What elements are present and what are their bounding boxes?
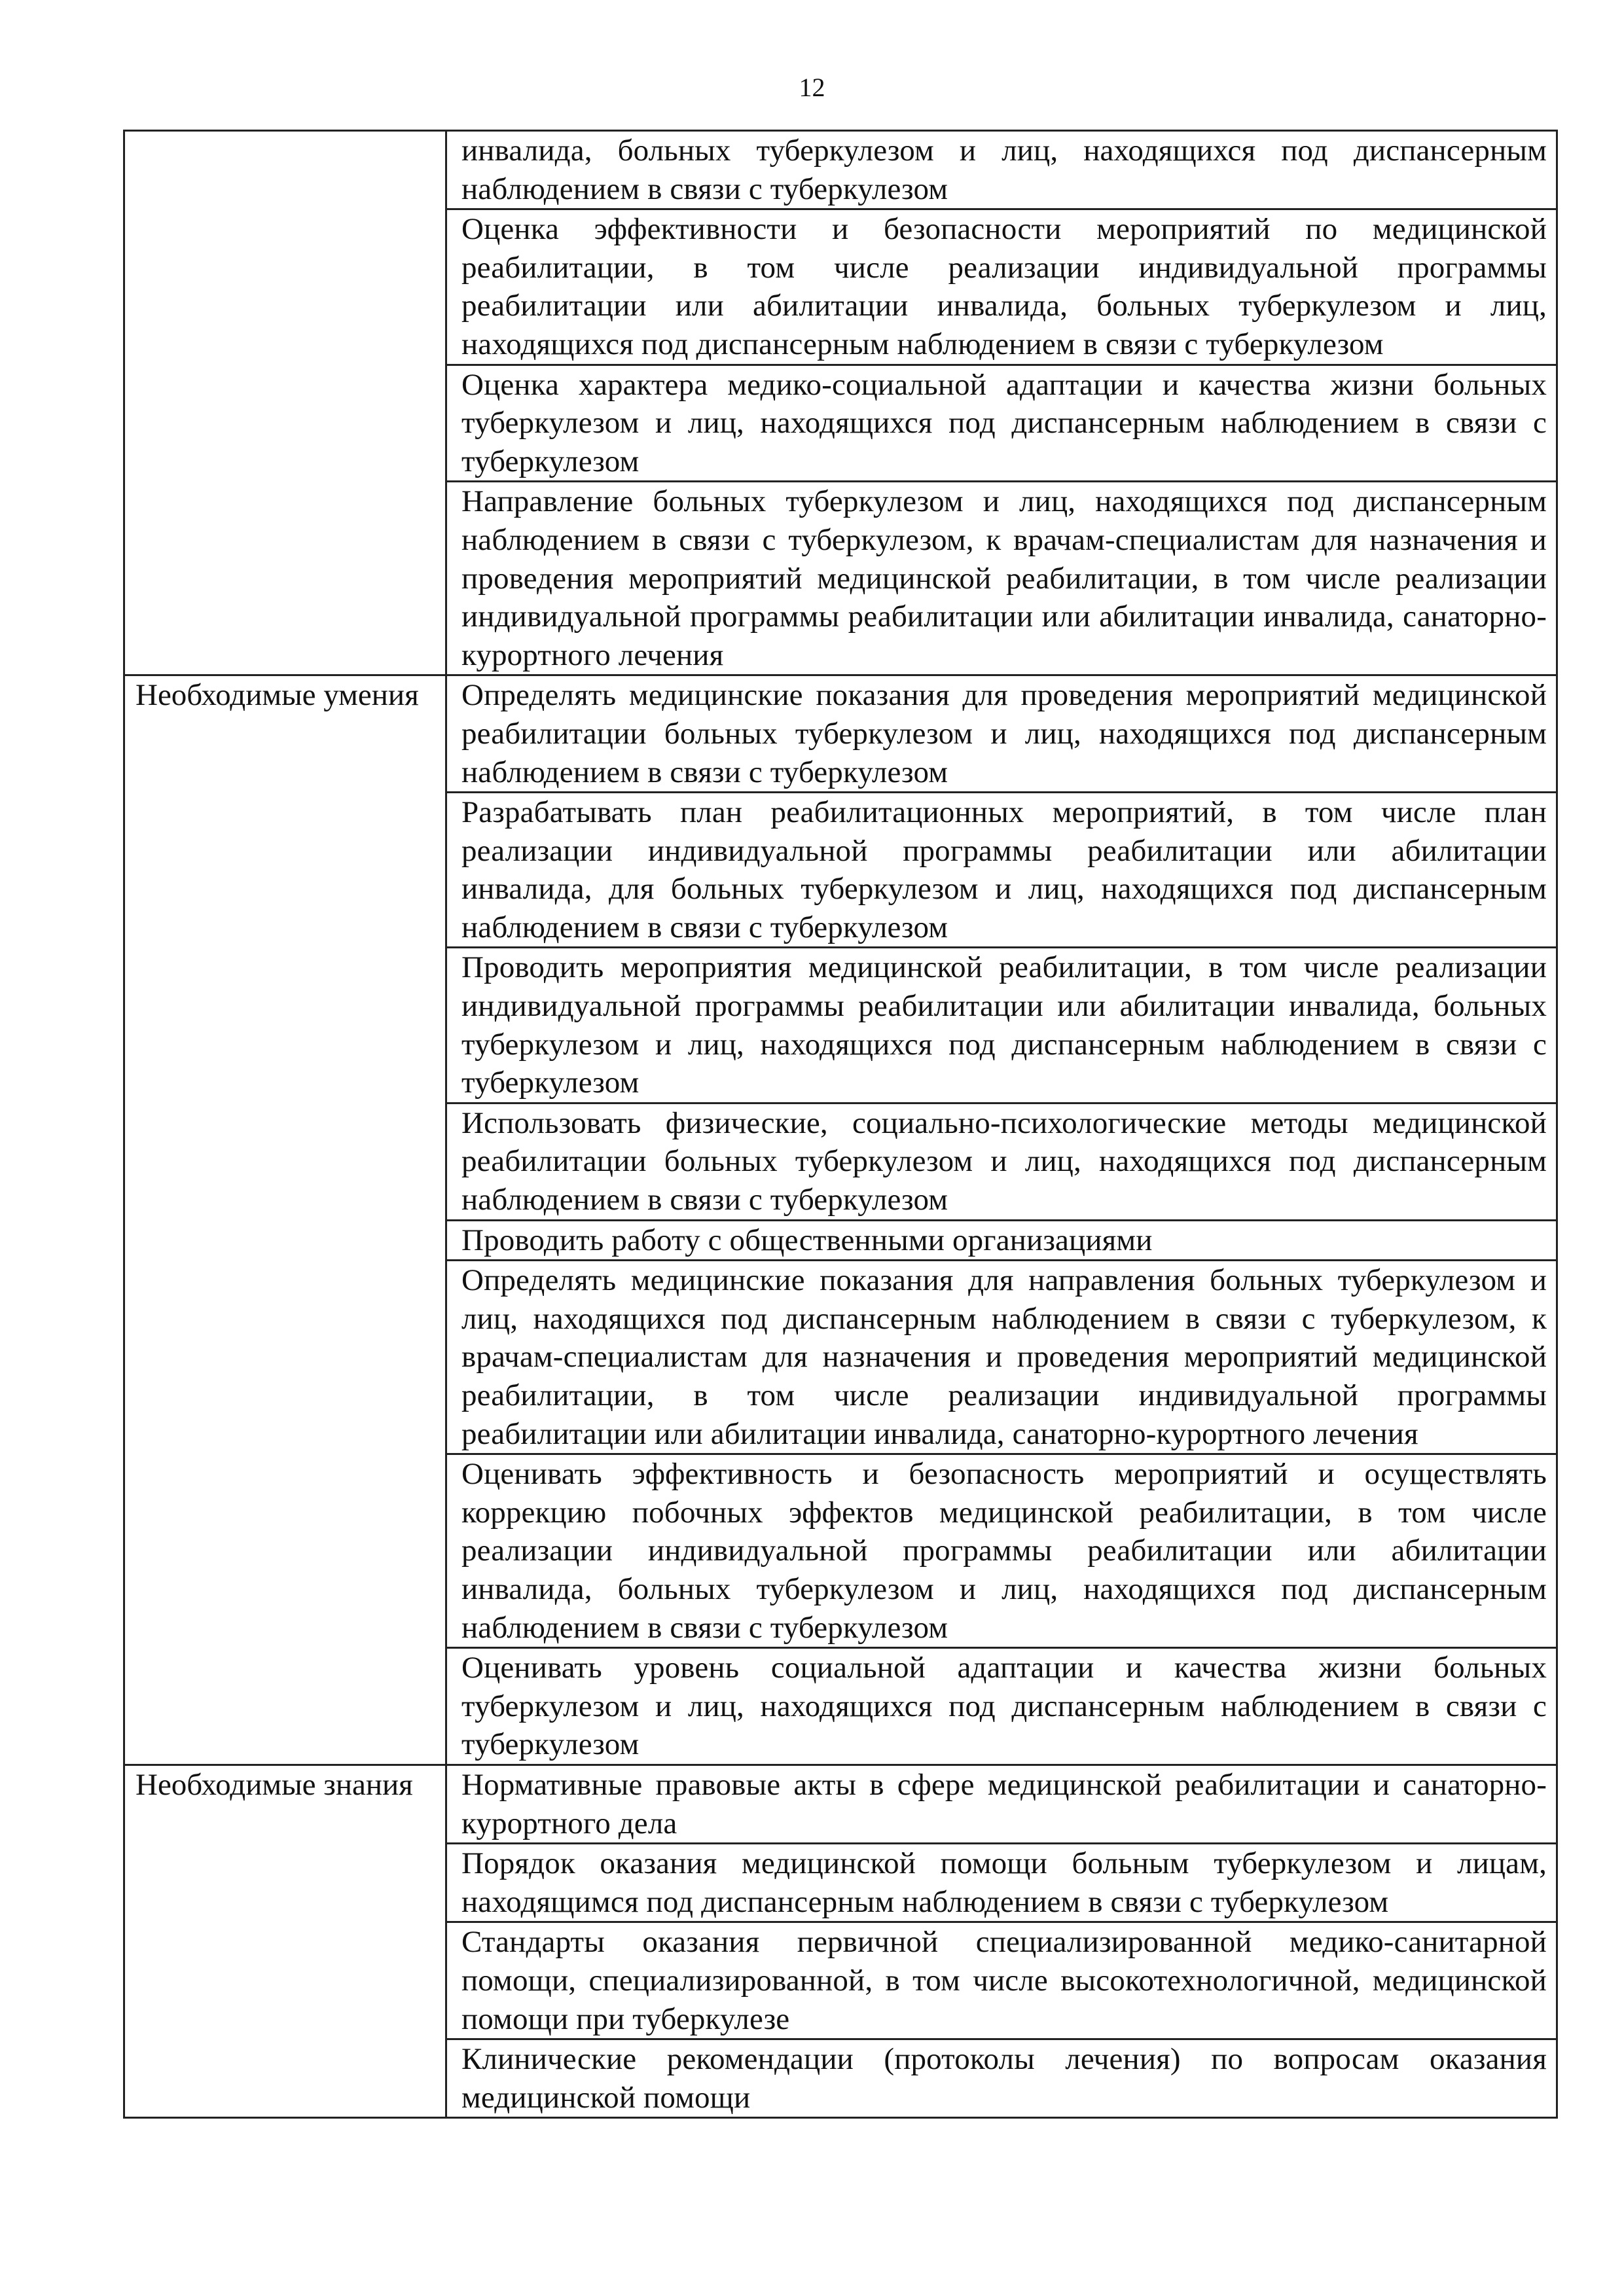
row-description: Нормативные правовые акты в сфере медицинской реабилитации и санаторно-курортного дела bbox=[446, 1765, 1557, 1843]
table-row bbox=[124, 675, 1557, 793]
section-label-skills: Необходимые умения bbox=[124, 675, 446, 1765]
row-description: Определять медицинские показания для направления больных туберкулезом и лиц, находящихся под диспансерным наблюдением в связи с туберкулезом, к врачам-специалистам для назначения и проведения мероприятий медицинской реабилитации, в том числе реализации индивидуальной программы реабилитации или абилитации инвалида, санаторно-курортного лечения bbox=[446, 1261, 1557, 1454]
row-description: инвалида, больных туберкулезом и лиц, находящихся под диспансерным наблюдением в связи с туберкулезом bbox=[446, 131, 1557, 209]
row-description: Проводить мероприятия медицинской реабилитации, в том числе реализации индивидуальной программы реабилитации или абилитации инвалида, больных туберкулезом и лиц, находящихся под диспансерным наблюдением в связи с туберкулезом bbox=[446, 948, 1557, 1103]
table-row bbox=[124, 131, 1557, 209]
page-number: 12 bbox=[799, 73, 825, 102]
competency-table bbox=[123, 130, 1558, 2119]
table-row bbox=[124, 1765, 1557, 1843]
row-description: Клинические рекомендации (протоколы лечения) по вопросам оказания медицинской помощи bbox=[446, 2039, 1557, 2118]
row-description: Оценка эффективности и безопасности мероприятий по медицинской реабилитации, в том числе реализации индивидуальной программы реабилитации или абилитации инвалида, больных туберкулезом и лиц, находящихся под диспансерным наблюдением в связи с туберкулезом bbox=[446, 209, 1557, 365]
row-description: Оценивать уровень социальной адаптации и качества жизни больных туберкулезом и лиц, находящихся под диспансерным наблюдением в связи с туберкулезом bbox=[446, 1648, 1557, 1765]
row-description: Определять медицинские показания для проведения мероприятий медицинской реабилитации больных туберкулезом и лиц, находящихся под диспансерным наблюдением в связи с туберкулезом bbox=[446, 675, 1557, 793]
row-description: Порядок оказания медицинской помощи больным туберкулезом и лицам, находящимся под диспансерным наблюдением в связи с туберкулезом bbox=[446, 1844, 1557, 1922]
row-description: Стандарты оказания первичной специализированной медико-санитарной помощи, специализированной, в том числе высокотехнологичной, медицинской помощи при туберкулезе bbox=[446, 1922, 1557, 2039]
row-description: Оценка характера медико-социальной адаптации и качества жизни больных туберкулезом и лиц, находящихся под диспансерным наблюдением в связи с туберкулезом bbox=[446, 365, 1557, 482]
row-description: Разрабатывать план реабилитационных мероприятий, в том числе план реализации индивидуальной программы реабилитации или абилитации инвалида, для больных туберкулезом и лиц, находящихся под диспансерным наблюдением в связи с туберкулезом bbox=[446, 793, 1557, 948]
row-description: Использовать физические, социально-психологические методы медицинской реабилитации больных туберкулезом и лиц, находящихся под диспансерным наблюдением в связи с туберкулезом bbox=[446, 1103, 1557, 1220]
row-description: Направление больных туберкулезом и лиц, находящихся под диспансерным наблюдением в связи с туберкулезом, к врачам-специалистам для назначения и проведения мероприятий медицинской реабилитации, в том числе реализации индивидуальной программы реабилитации или абилитации инвалида, санаторно-курортного лечения bbox=[446, 482, 1557, 675]
section-label-knowledge: Необходимые знания bbox=[124, 1765, 446, 2117]
row-label-empty bbox=[124, 131, 446, 675]
row-description: Оценивать эффективность и безопасность мероприятий и осуществлять коррекцию побочных эффектов медицинской реабилитации, в том числе реализации индивидуальной программы реабилитации или абилитации инвалида, больных туберкулезом и лиц, находящихся под диспансерным наблюдением в связи с туберкулезом bbox=[446, 1454, 1557, 1648]
row-description: Проводить работу с общественными организациями bbox=[446, 1220, 1557, 1261]
